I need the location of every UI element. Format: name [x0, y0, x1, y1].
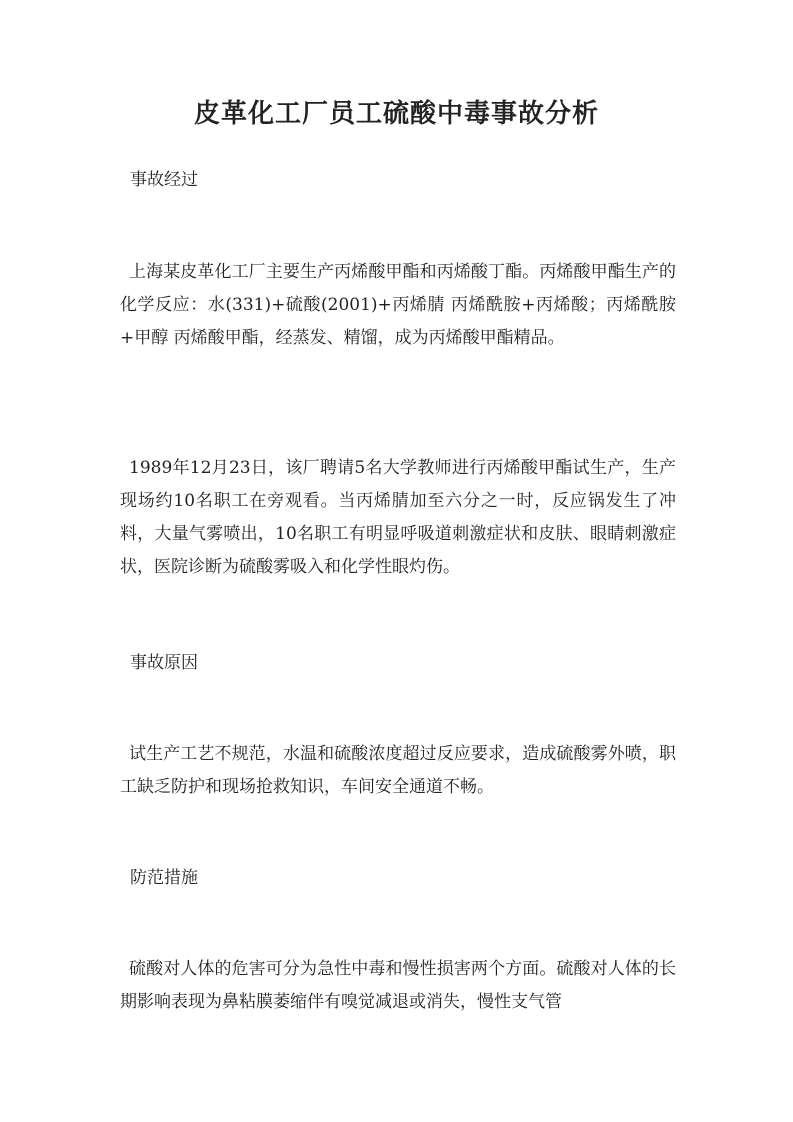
section-heading-accident-process: 事故经过 [130, 170, 198, 190]
paragraph-incident-description: 1989年12月23日，该厂聘请5名大学教师进行丙烯酸甲酯试生产，生产现场约10名职工在旁观看。当丙烯腈加至六分之一时，反应锅发生了冲料，大量气雾喷出，10名职工有明显呼吸道刺激症状和皮肤、眼睛刺激症状，医院诊断为硫酸雾吸入和化学性眼灼伤。 [120, 458, 676, 577]
paragraph-sulfuric-acid-hazards: 硫酸对人体的危害可分为急性中毒和慢性损害两个方面。硫酸对人体的长期影响表现为鼻粘膜萎缩伴有嗅觉减退或消失，慢性支气管 [120, 959, 676, 1012]
paragraph-production-reaction: 上海某皮革化工厂主要生产丙烯酸甲酯和丙烯酸丁酯。丙烯酸甲酯生产的化学反应：水(331)+硫酸(2001)+丙烯腈 丙烯酰胺+丙烯酸；丙烯酰胺+甲醇 丙烯酸甲酯，经蒸发、精馏，成为丙烯酸甲酯精品。 [120, 262, 676, 348]
paragraph-accident-cause: 试生产工艺不规范，水温和硫酸浓度超过反应要求，造成硫酸雾外喷，职工缺乏防护和现场抢救知识，车间安全通道不畅。 [120, 744, 676, 797]
document-title: 皮革化工厂员工硫酸中毒事故分析 [193, 99, 599, 129]
section-heading-prevention-measures: 防范措施 [130, 868, 198, 888]
section-heading-accident-cause: 事故原因 [130, 653, 198, 673]
